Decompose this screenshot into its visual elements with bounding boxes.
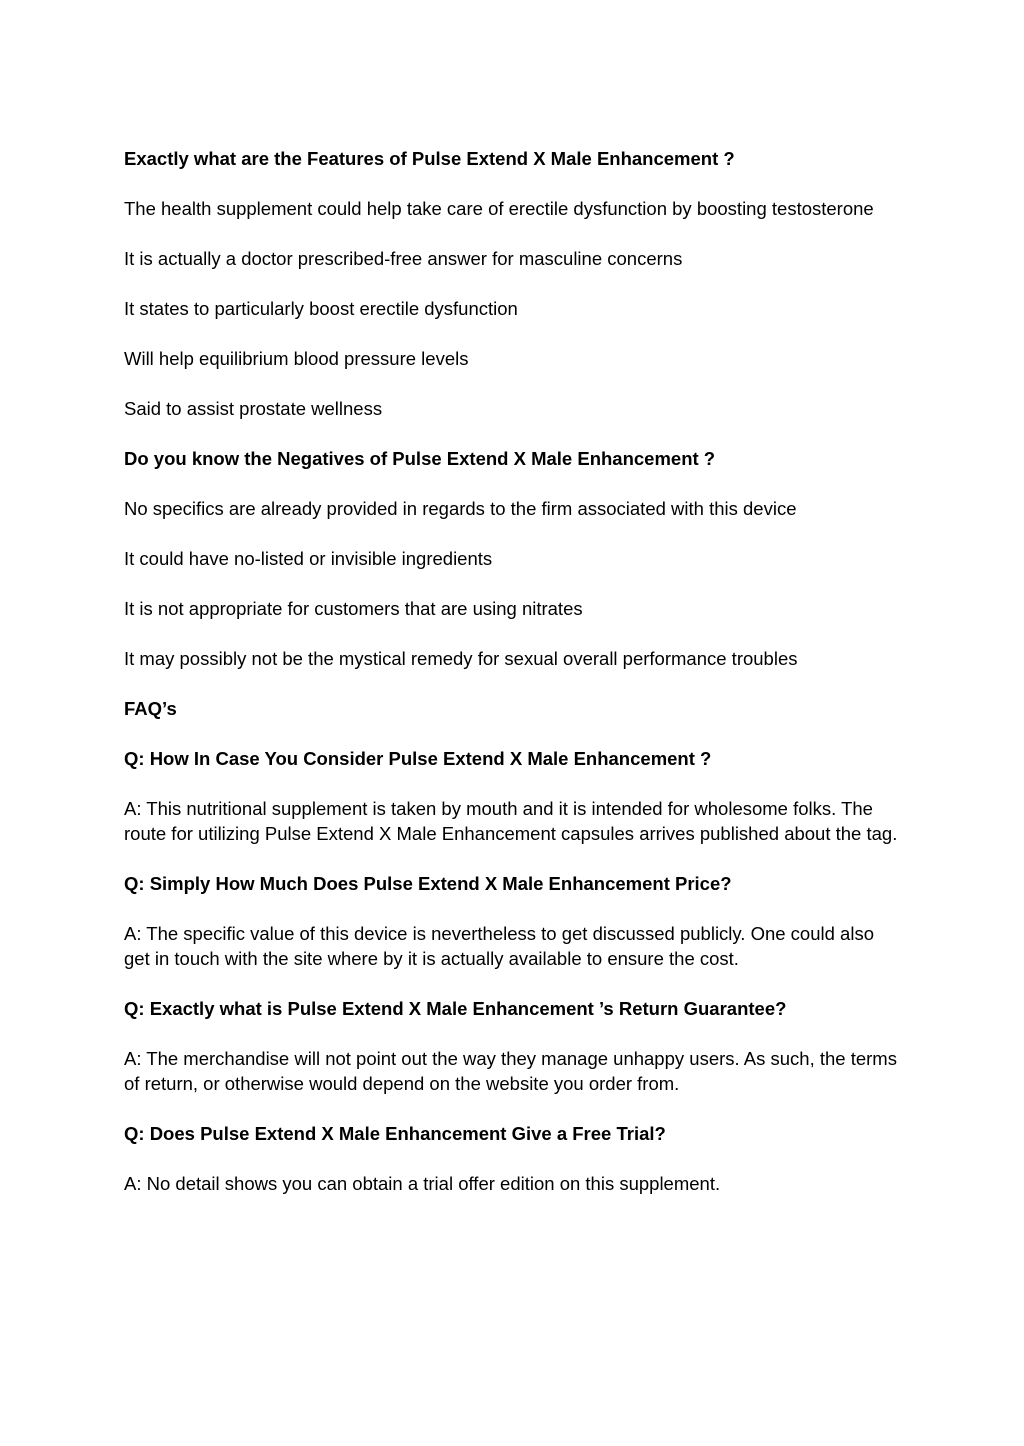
features-heading: Exactly what are the Features of Pulse Extend X Male Enhancement ? [124, 148, 735, 169]
feature-item: It is actually a doctor prescribed-free answer for masculine concerns [124, 248, 683, 269]
faq-question: Q: Simply How Much Does Pulse Extend X Male Enhancement Price? [124, 873, 732, 894]
negative-item: No specifics are already provided in regards to the firm associated with this device [124, 498, 797, 519]
feature-item: Will help equilibrium blood pressure levels [124, 348, 469, 369]
negatives-heading: Do you know the Negatives of Pulse Extend X Male Enhancement ? [124, 448, 716, 469]
faq-question: Q: Does Pulse Extend X Male Enhancement Give a Free Trial? [124, 1123, 666, 1144]
negative-item: It is not appropriate for customers that are using nitrates [124, 598, 583, 619]
faq-answer: A: No detail shows you can obtain a trial offer edition on this supplement. [124, 1173, 721, 1194]
feature-item: The health supplement could help take care of erectile dysfunction by boosting testosterone [124, 198, 874, 219]
document-page [124, 146, 904, 1221]
faq-answer: A: The specific value of this device is nevertheless to get discussed publicly. One could also get in touch with the site where by it is actually available to ensure the cost. [124, 923, 874, 969]
negative-item: It may possibly not be the mystical remedy for sexual overall performance troubles [124, 648, 798, 669]
faq-answer: A: This nutritional supplement is taken by mouth and it is intended for wholesome folks. The route for utilizing Pulse Extend X Male Enhancement capsules arrives published about the tag. [124, 798, 898, 844]
feature-item: It states to particularly boost erectile dysfunction [124, 298, 518, 319]
faq-question: Q: Exactly what is Pulse Extend X Male Enhancement ’s Return Guarantee? [124, 998, 787, 1019]
faq-heading: FAQ’s [124, 698, 177, 719]
faq-answer: A: The merchandise will not point out the way they manage unhappy users. As such, the terms of return, or otherwise would depend on the website you order from. [124, 1048, 897, 1094]
negative-item: It could have no-listed or invisible ingredients [124, 548, 493, 569]
feature-item: Said to assist prostate wellness [124, 398, 383, 419]
faq-question: Q: How In Case You Consider Pulse Extend X Male Enhancement ? [124, 748, 712, 769]
